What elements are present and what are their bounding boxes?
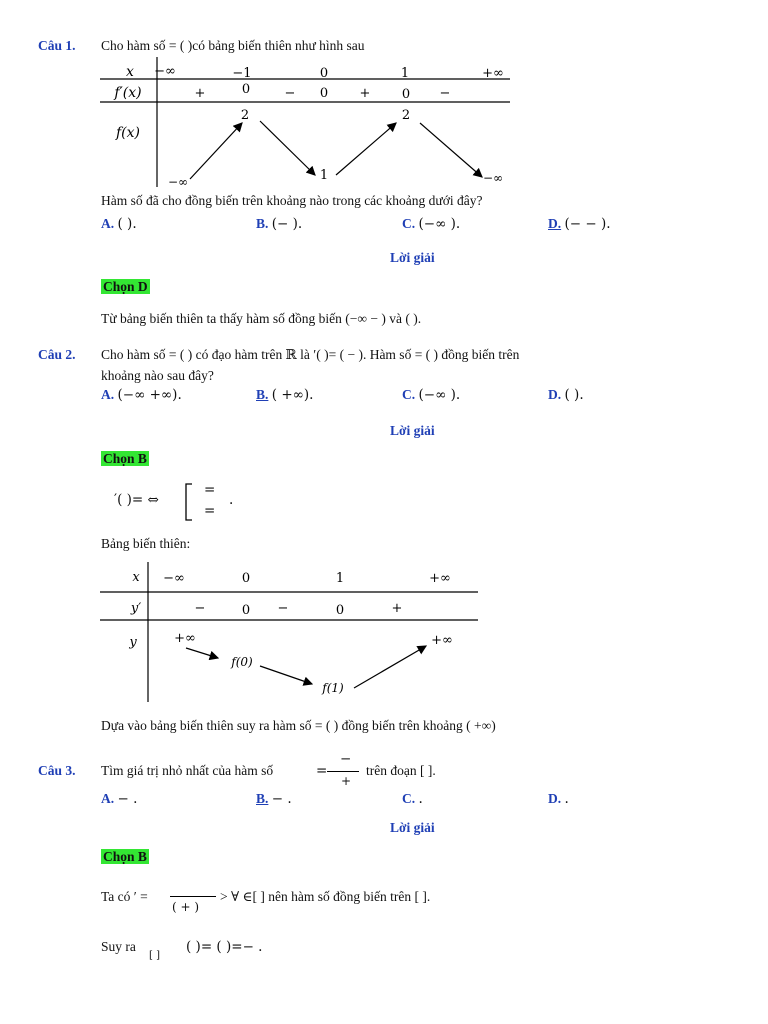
option-text: (− − ). (564, 216, 611, 232)
t2-y-label: y (129, 635, 137, 650)
option-text: . (564, 791, 569, 807)
question-3-stem-a: Tìm giá trị nhỏ nhất của hàm số (101, 763, 274, 778)
t2-y-val: +∞ (431, 633, 453, 648)
t1-sign: − (439, 86, 451, 101)
option-text: . (418, 791, 423, 807)
option-text: (−∞ ). (418, 387, 461, 403)
t2-arrow-down (186, 648, 218, 658)
q3-result-subscript: [ ] (149, 950, 160, 961)
q3-fraction-numerator: − (340, 751, 352, 767)
q2-derivative-equation: ′( )= ⇔ (114, 492, 159, 508)
q1-option-c (402, 216, 460, 232)
option-text: (−∞ +∞). (117, 387, 182, 403)
t2-yprime-label: y′ (130, 601, 142, 616)
variation-table-2 (100, 562, 480, 704)
t1-x-val: −1 (232, 66, 252, 81)
option-label: D. (548, 387, 562, 402)
system-bracket-icon (184, 483, 194, 521)
option-text: ( ). (564, 387, 584, 403)
t2-x-val: 0 (241, 571, 251, 586)
q2-option-d (548, 387, 584, 403)
q3-option-d (548, 791, 569, 807)
option-label: D. (548, 791, 562, 806)
q2-system-row-1: = (204, 482, 216, 498)
t1-sign: 0 (241, 82, 251, 97)
chosen-label: Chọn B (103, 451, 147, 466)
q3-result-line-b: ( )= ( )=− . (186, 939, 263, 955)
q1-chosen-answer (101, 279, 150, 295)
question-1-stem: Cho hàm số = ( )có bảng biến thiên như hình sau (101, 38, 365, 53)
t2-y-val: +∞ (174, 631, 196, 646)
q3-option-b (256, 791, 292, 807)
t1-arrow-up (336, 123, 396, 175)
t1-f-val: −∞ (482, 171, 504, 185)
q2-table-caption: Bảng biến thiên: (101, 536, 191, 551)
q2-chosen-answer (101, 451, 149, 467)
q3-solution-title: Lời giải (390, 820, 435, 835)
question-2-stem-line1: Cho hàm số = ( ) có đạo hàm trên ℝ là ′( )= ( − ). Hàm số = ( ) đồng biến trên (101, 347, 520, 362)
option-label: A. (101, 387, 115, 402)
t1-f-val: 2 (401, 108, 411, 123)
t1-sign: 0 (319, 86, 329, 101)
t1-f-label: f(x) (115, 125, 141, 141)
t1-x-val: 0 (319, 66, 329, 81)
option-text: ( ). (117, 216, 137, 232)
q1-option-a (101, 216, 137, 232)
t1-f-val: 2 (240, 108, 250, 123)
chosen-label: Chọn B (103, 849, 147, 864)
t1-sign: + (359, 86, 371, 101)
question-3-stem-b: trên đoạn [ ]. (366, 763, 436, 778)
q1-option-d (548, 216, 611, 232)
t2-x-val: −∞ (163, 571, 185, 586)
question-3-number: Câu 3. (38, 763, 76, 778)
t2-sign: 0 (335, 603, 345, 618)
q3-fraction-denominator: + (341, 774, 352, 788)
t1-sign: + (194, 86, 206, 101)
q3-derivative-line-b: > ∀ ∈[ ] nên hàm số đồng biến trên [ ]. (220, 889, 431, 904)
q3-result-line-a: Suy ra (101, 939, 136, 954)
fraction-bar (170, 896, 216, 897)
q2-option-a (101, 387, 182, 403)
option-text: (−∞ ). (418, 216, 461, 232)
option-label: C. (402, 216, 416, 231)
t1-fprime-label: f′(x) (114, 85, 142, 101)
option-label: D. (548, 216, 562, 231)
t1-sign: − (284, 86, 296, 101)
q2-option-b (256, 387, 313, 403)
option-text: − . (117, 791, 138, 807)
variation-table-1 (100, 57, 512, 190)
option-label: B. (256, 387, 269, 402)
t1-x-val: −∞ (154, 64, 176, 79)
t2-sign: + (391, 601, 403, 616)
option-label: C. (402, 387, 416, 402)
t1-x-val: 1 (400, 66, 410, 81)
question-1-number: Câu 1. (38, 38, 76, 53)
t2-sign: 0 (241, 603, 251, 618)
fraction-bar (327, 771, 359, 772)
q1-explanation: Từ bảng biến thiên ta thấy hàm số đồng biến (−∞ − ) và ( ). (101, 311, 422, 326)
option-text: − . (271, 791, 292, 807)
t2-sign: − (194, 601, 206, 616)
t1-x-label: x (126, 64, 134, 80)
question-2-number: Câu 2. (38, 347, 76, 362)
q2-solution-title: Lời giải (390, 423, 435, 438)
q3-fraction-lhs: = (316, 763, 328, 779)
t1-arrow-up (190, 123, 242, 179)
t2-x-val: 1 (335, 571, 345, 586)
option-label: C. (402, 791, 416, 806)
q1-solution-title: Lời giải (390, 250, 435, 265)
q2-option-c (402, 387, 460, 403)
t2-x-label: x (132, 570, 140, 585)
t1-x-val: +∞ (482, 66, 504, 81)
option-label: B. (256, 791, 269, 806)
question-1-prompt: Hàm số đã cho đồng biến trên khoảng nào trong các khoảng dưới đây? (101, 193, 483, 208)
option-label: A. (101, 216, 115, 231)
question-2-stem-line2: khoảng nào sau đây? (101, 368, 214, 383)
q3-option-c (402, 791, 423, 807)
t2-sign: − (277, 601, 289, 616)
t2-y-val: f(1) (322, 681, 344, 695)
t2-y-val: f(0) (231, 655, 253, 669)
q3-derivative-denominator: ( + ) (172, 900, 200, 914)
q3-option-a (101, 791, 137, 807)
q3-derivative-line-a: Ta có ′ = (101, 889, 148, 904)
t1-arrow-down (420, 123, 482, 177)
q2-system-end: . (229, 492, 234, 508)
t2-x-val: +∞ (429, 571, 451, 586)
option-text: ( +∞). (271, 387, 314, 403)
t2-arrow-up (354, 646, 426, 688)
t1-arrow-down (260, 121, 315, 175)
t1-f-val: −∞ (167, 175, 189, 189)
t1-f-val: 1 (319, 168, 329, 183)
q2-conclusion: Dựa vào bảng biến thiên suy ra hàm số = ( ) đồng biến trên khoảng ( +∞) (101, 718, 496, 733)
q2-system-row-2: = (204, 503, 216, 519)
option-label: A. (101, 791, 115, 806)
chosen-label: Chọn D (103, 279, 148, 294)
option-text: (− ). (271, 216, 303, 232)
t2-arrow-down (260, 666, 312, 684)
q3-chosen-answer (101, 849, 149, 865)
q1-option-b (256, 216, 302, 232)
option-label: B. (256, 216, 269, 231)
t1-sign: 0 (401, 87, 411, 102)
